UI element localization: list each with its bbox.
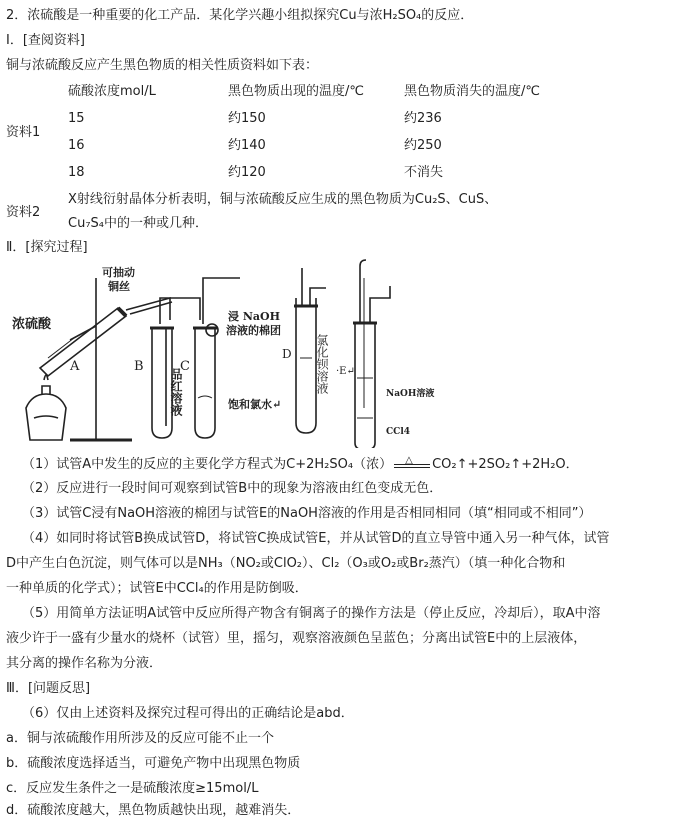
q3-line: （3）试管C浸有NaOH溶液的棉团与试管E的NaOH溶液的作用是否相同相同（填“相同或不相同”） <box>22 506 592 521</box>
q5-line1: （5）用简单方法证明A试管中反应所得产物含有铜离子的操作方法是（停止反应，冷却后），取A中溶 <box>22 606 601 621</box>
label-copper-wire: 铜丝 <box>108 280 130 293</box>
label-naoh-cotton-2: 溶液的棉团 <box>226 324 281 337</box>
ref2-label: 资料2 <box>6 205 41 220</box>
label-conc-acid: 浓硫酸 <box>12 317 52 332</box>
heat-triangle: △ <box>405 455 413 466</box>
header-appear-temp: 黑色物质出现的温度/℃ <box>228 84 364 99</box>
option-d: d．硫酸浓度越大，黑色物质越快出现，越难消失． <box>6 803 301 818</box>
table-cell: 16 <box>68 138 85 153</box>
q2-line: （2）反应进行一段时间可观察到试管B中的现象为溶液由红色变成无色． <box>22 481 443 496</box>
table-cell: 18 <box>68 165 85 180</box>
q4-line2: D中产生白色沉淀，则气体可以是NH₃（NO₂或ClO₂）、Cl₂（O₃或O₂或Br₂蒸汽）（填一种化合物和 <box>6 556 566 571</box>
label-bacl2-solution: 氯化钡溶液 <box>315 334 329 394</box>
q1-prefix: （1）试管A中发生的反应的主要化学方程式为C+2H₂SO₄（浓） <box>22 457 393 472</box>
table-cell: 15 <box>68 111 85 126</box>
label-naoh-solution: NaOH溶液 <box>386 389 435 399</box>
ref2-text-line1: X射线衍射晶体分析表明，铜与浓硫酸反应生成的黑色物质为Cu₂S、CuS、 <box>68 192 498 207</box>
label-pinhong-solution: 品红溶液 <box>169 368 183 416</box>
ref2-text-line2: Cu₇S₄中的一种或几种． <box>68 216 208 231</box>
ref1-label: 资料1 <box>6 125 41 140</box>
label-ccl4: CCl4 <box>386 427 411 437</box>
q6-line: （6）仅由上述资料及探究过程可得出的正确结论是abd． <box>22 706 354 721</box>
table-cell: 约150 <box>228 111 266 126</box>
table-cell: 约120 <box>228 165 266 180</box>
label-tube-d: D <box>282 347 292 361</box>
label-movable-wire: 可抽动 <box>102 266 135 279</box>
table-cell: 约140 <box>228 138 266 153</box>
label-naoh-cotton-1: 浸 NaOH <box>228 310 280 323</box>
option-c: c．反应发生条件之一是硫酸浓度≥15mol/L <box>6 781 259 796</box>
q5-line2: 液少许于一盛有少量水的烧杯（试管）里，摇匀，观察溶液颜色呈蓝色；分离出试管E中的上层液体， <box>6 631 587 646</box>
option-b: b．硫酸浓度选择适当，可避免产物中出现黑色物质 <box>6 756 301 771</box>
section-1-heading: Ⅰ．[查阅资料] <box>6 33 85 48</box>
header-concentration: 硫酸浓度mol/L <box>68 84 156 99</box>
q5-line3: 其分离的操作名称为分液． <box>6 656 163 671</box>
q4-line1: （4）如同时将试管B换成试管D，将试管C换成试管E，并从试管D的直立导管中通入另一种气体，试管 <box>22 531 610 546</box>
label-chlorine-water: 饱和氯水↵ <box>228 398 282 411</box>
label-tube-b: B <box>134 359 144 374</box>
apparatus-figure <box>0 258 700 448</box>
section-3-heading: Ⅲ．[问题反思] <box>6 681 91 696</box>
q4-line3: 一种单质的化学式）；试管E中CCl₄的作用是防倒吸． <box>6 581 308 596</box>
q1-line <box>22 456 579 473</box>
label-tube-e: ·E↵ <box>336 366 355 377</box>
section-2-heading: Ⅱ．[探究过程] <box>6 240 88 255</box>
table-intro: 铜与浓硫酸反应产生黑色物质的相关性质资料如下表： <box>6 58 319 73</box>
label-tube-a: A <box>70 359 80 374</box>
header-disappear-temp: 黑色物质消失的温度/℃ <box>404 84 540 99</box>
q1-suffix: CO₂↑+2SO₂↑+2H₂O． <box>432 457 579 472</box>
table-cell: 约250 <box>404 138 442 153</box>
table-cell: 约236 <box>404 111 442 126</box>
option-a: a．铜与浓硫酸作用所涉及的反应可能不止一个 <box>6 731 274 746</box>
label-tube-c: C <box>180 359 190 374</box>
table-cell: 不消失 <box>404 165 444 180</box>
heat-arrow <box>394 456 430 470</box>
question-title: 2．浓硫酸是一种重要的化工产品．某化学兴趣小组拟探究Cu与浓H₂SO₄的反应． <box>6 8 474 23</box>
